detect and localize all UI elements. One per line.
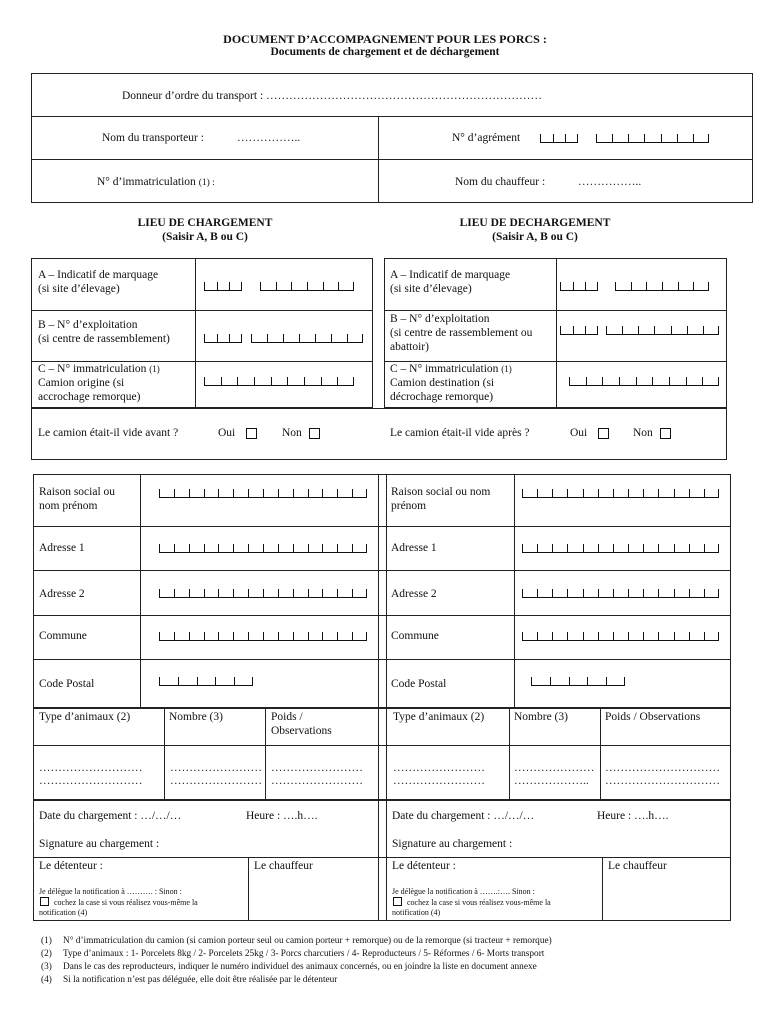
detenteur-label-right: Le détenteur : <box>392 860 456 872</box>
adresse1-label-left: Adresse 1 <box>39 542 85 554</box>
delegation-text-right: Je délègue la notification à …….:…. Sinon : <box>392 887 535 896</box>
chargement-a-note: (si site d’élevage) <box>38 283 120 295</box>
vide-avant-non-label: Non <box>282 427 302 439</box>
dechargement-b-field2[interactable] <box>606 327 719 335</box>
dechargement-b-note2: abattoir) <box>390 341 429 353</box>
heure-right[interactable]: Heure : ….h…. <box>597 810 669 822</box>
poids-input-right-1[interactable]: ………………………… <box>605 762 720 774</box>
dechargement-b-note1: (si centre de rassemblement ou <box>390 327 533 339</box>
chargement-b-field1[interactable] <box>204 335 242 343</box>
poids-input-right-2[interactable]: ………………………… <box>605 775 720 787</box>
raison-sociale-label-left: Raison social ou <box>39 486 116 498</box>
immatriculation-label: N° d’immatriculation (1) : <box>97 176 215 188</box>
notification-checkbox-right[interactable] <box>393 897 402 906</box>
chargement-b-note: (si centre de rassemblement) <box>38 333 170 345</box>
document-subtitle: Documents de chargement et de déchargement <box>270 46 500 58</box>
dechargement-a-note: (si site d’élevage) <box>390 283 472 295</box>
chargement-c-note2: accrochage remorque) <box>38 391 141 403</box>
dechargement-a-label: A – Indicatif de marquage <box>390 269 511 281</box>
type-animaux-input-left-2[interactable]: ……………………… <box>39 775 143 787</box>
notification-text-left: notification (4) <box>39 908 88 917</box>
code-postal-field-right[interactable] <box>531 678 625 686</box>
nombre-input-left-2[interactable]: …………………… <box>170 775 262 787</box>
dechargement-c-note2: décrochage remorque) <box>390 391 494 403</box>
detenteur-label-left: Le détenteur : <box>39 860 103 872</box>
chauffeur-sign-label-left: Le chauffeur <box>254 860 313 872</box>
chauffeur-sign-label-right: Le chauffeur <box>608 860 667 872</box>
transporteur-input[interactable]: …………….. <box>237 132 301 144</box>
nom-prenom-label-left: nom prénom <box>39 500 98 512</box>
dechargement-a-field1[interactable] <box>560 283 598 291</box>
date-chargement-right[interactable]: Date du chargement : …/…/… <box>392 810 535 822</box>
code-postal-label-right: Code Postal <box>391 678 447 690</box>
agrement-field-part1[interactable] <box>540 135 578 143</box>
dechargement-c-label: C – N° immatriculation (1) <box>390 363 512 375</box>
type-animaux-header-right: Type d’animaux (2) <box>393 711 485 723</box>
adresse2-label-left: Adresse 2 <box>39 588 85 600</box>
footnote-3: (3) Dans le cas des reproducteurs, indiquer le numéro individuel des animaux concernés, ou en joindre la liste en document annexe <box>41 962 537 972</box>
poids-input-left-2[interactable]: …………………… <box>271 775 363 787</box>
adresse2-label-right: Adresse 2 <box>391 588 437 600</box>
vide-avant-oui-checkbox[interactable] <box>246 428 257 439</box>
heure-left[interactable]: Heure : ….h…. <box>246 810 318 822</box>
chargement-c-note1: Camion origine (si <box>38 377 125 389</box>
raison-sociale-label-right: Raison social ou nom <box>391 486 491 498</box>
dechargement-b-label: B – N° d’exploitation <box>390 313 490 325</box>
commune-label-left: Commune <box>39 630 87 642</box>
dechargement-c-note1: Camion destination (si <box>390 377 495 389</box>
raison-sociale-field-left[interactable] <box>159 490 367 498</box>
nom-prenom-label-right: prénom <box>391 500 427 512</box>
type-animaux-input-left-1[interactable]: ……………………… <box>39 762 143 774</box>
cochez-text-right: cochez la case si vous réalisez vous-même la <box>407 898 551 907</box>
type-animaux-input-right-1[interactable]: …………………… <box>393 762 485 774</box>
vide-avant-oui-label: Oui <box>218 427 236 439</box>
chauffeur-label: Nom du chauffeur : <box>455 176 546 188</box>
chargement-heading: LIEU DE CHARGEMENT <box>137 217 273 229</box>
dechargement-subheading: (Saisir A, B ou C) <box>492 231 578 243</box>
poids-header-right: Poids / Observations <box>605 711 701 723</box>
poids-input-left-1[interactable]: …………………… <box>271 762 363 774</box>
nombre-input-right-1[interactable]: ………………… <box>514 762 595 774</box>
vide-apres-oui-label: Oui <box>570 427 588 439</box>
vide-avant-label: Le camion était-il vide avant ? <box>38 427 179 439</box>
nombre-header-left: Nombre (3) <box>169 711 223 723</box>
dechargement-b-field1[interactable] <box>560 327 598 335</box>
notification-checkbox-left[interactable] <box>40 897 49 906</box>
agrement-label: N° d’agrément <box>452 132 521 144</box>
signature-chargement-left: Signature au chargement : <box>39 838 160 850</box>
vide-apres-non-label: Non <box>633 427 653 439</box>
adresse2-field-left[interactable] <box>159 590 367 598</box>
chargement-a-field1[interactable] <box>204 283 242 291</box>
commune-label-right: Commune <box>391 630 439 642</box>
poids-header-left: Poids / <box>271 711 303 723</box>
commune-field-left[interactable] <box>159 633 367 641</box>
vide-avant-non-checkbox[interactable] <box>309 428 320 439</box>
footnote-4: (4) Si la notification n’est pas déléguée, elle doit être réalisée par le détenteur <box>41 975 338 985</box>
transporteur-label: Nom du transporteur : <box>102 132 204 144</box>
type-animaux-input-right-2[interactable]: …………………… <box>393 775 485 787</box>
chargement-a-field2[interactable] <box>260 283 354 291</box>
chargement-subheading: (Saisir A, B ou C) <box>162 231 248 243</box>
donneur-ordre-field[interactable]: Donneur d’ordre du transport : ……………………………………………………………… <box>122 90 543 102</box>
chargement-c-label: C – N° immatriculation (1) <box>38 363 160 375</box>
agrement-field-part2[interactable] <box>596 135 709 143</box>
document-title: DOCUMENT D’ACCOMPAGNEMENT POUR LES PORCS : <box>223 32 547 46</box>
vide-apres-oui-checkbox[interactable] <box>598 428 609 439</box>
adresse1-label-right: Adresse 1 <box>391 542 437 554</box>
chargement-b-label: B – N° d’exploitation <box>38 319 138 331</box>
raison-sociale-field-right[interactable] <box>522 490 719 498</box>
adresse2-field-right[interactable] <box>522 590 719 598</box>
chargement-b-field2[interactable] <box>251 335 363 343</box>
vide-apres-non-checkbox[interactable] <box>660 428 671 439</box>
date-chargement-left[interactable]: Date du chargement : …/…/… <box>39 810 182 822</box>
vide-apres-label: Le camion était-il vide après ? <box>390 427 530 439</box>
code-postal-label-left: Code Postal <box>39 678 95 690</box>
footnote-2: (2) Type d’animaux : 1- Porcelets 8kg / 2- Porcelets 25kg / 3- Porcs charcutiers / 4- Reproducteurs / 5- Réformes / 6- Morts transport <box>41 949 545 959</box>
delegation-text-left: Je délègue la notification à ………. : Sinon : <box>39 887 182 896</box>
notification-text-right: notification (4) <box>392 908 441 917</box>
type-animaux-header-left: Type d’animaux (2) <box>39 711 131 723</box>
dechargement-heading: LIEU DE DECHARGEMENT <box>459 217 611 229</box>
nombre-input-left-1[interactable]: …………………… <box>170 762 262 774</box>
observations-header-left: Observations <box>271 725 332 737</box>
adresse1-field-right[interactable] <box>522 545 719 553</box>
signature-chargement-right: Signature au chargement : <box>392 838 513 850</box>
commune-field-right[interactable] <box>522 633 719 641</box>
adresse1-field-left[interactable] <box>159 545 367 553</box>
code-postal-field-left[interactable] <box>159 678 253 686</box>
nombre-header-right: Nombre (3) <box>514 711 568 723</box>
chargement-c-field[interactable] <box>204 378 354 386</box>
chauffeur-input[interactable]: …………….. <box>578 176 642 188</box>
footnote-1: (1) N° d’immatriculation du camion (si camion porteur seul ou camion porteur + remorque) ou de la remorque (si tracteur + remorque) <box>41 936 552 946</box>
dechargement-c-field[interactable] <box>569 378 719 386</box>
chargement-a-label: A – Indicatif de marquage <box>38 269 159 281</box>
dechargement-a-field2[interactable] <box>615 283 709 291</box>
nombre-input-right-2[interactable]: ……………….. <box>514 775 589 787</box>
cochez-text-left: cochez la case si vous réalisez vous-même la <box>54 898 198 907</box>
